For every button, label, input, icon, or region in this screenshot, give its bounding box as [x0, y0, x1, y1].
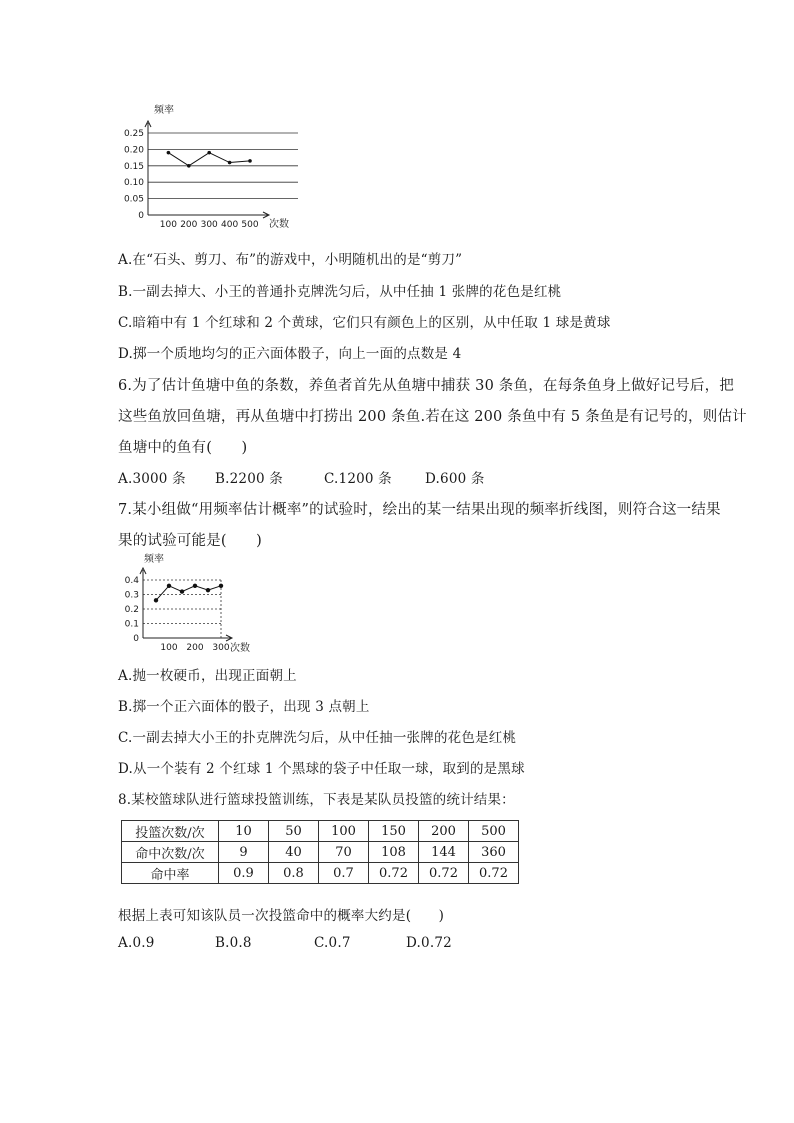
table-cell: 0.9 [219, 863, 269, 884]
q6-text-line-3: 鱼塘中的鱼有( ) [118, 440, 248, 456]
q6-option-a: A.3000 条 [118, 471, 186, 487]
table-cell: 360 [469, 842, 519, 863]
table-cell: 50 [269, 821, 319, 842]
y-tick-label: 0.10 [123, 178, 144, 189]
x-axis-label: 次数 [269, 219, 289, 230]
data-point [193, 584, 197, 588]
data-point [154, 598, 158, 602]
table-cell: 0.72 [419, 863, 469, 884]
q7-option-b: B.掷一个正六面体的骰子，出现 3 点朝上 [118, 699, 370, 715]
q8-question: 根据上表可知该队员一次投篮命中的概率大约是( ) [118, 908, 445, 924]
table-cell: 144 [419, 842, 469, 863]
q7-text-line-2: 果的试验可能是( ) [118, 533, 263, 549]
data-point [206, 588, 210, 592]
data-point [207, 151, 211, 155]
q7-text-line-1: 7.某小组做“用频率估计概率”的试验时，绘出的某一结果出现的频率折线图，则符合这一结果 [118, 502, 721, 518]
data-point [167, 151, 171, 155]
series-line [168, 153, 250, 166]
table-cell: 108 [369, 842, 419, 863]
y-tick-label: 0.4 [124, 576, 139, 586]
q5-option-c: C.暗箱中有 1 个红球和 2 个黄球，它们只有颜色上的区别，从中任取 1 球是黄球 [118, 315, 611, 331]
q6-options [118, 467, 485, 487]
q5-option-a: A.在“石头、剪刀、布”的游戏中，小明随机出的是“剪刀” [118, 252, 463, 268]
q6-option-d: D.600 条 [425, 471, 485, 487]
q6-text-line-2: 这些鱼放回鱼塘，再从鱼塘中打捞出 200 条鱼.若在这 200 条鱼中有 5 条鱼是有记号的，则估计 [118, 409, 747, 425]
frequency-line-chart-2 [118, 550, 268, 655]
x-tick-label: 100 [159, 220, 177, 230]
table-cell: 10 [219, 821, 269, 842]
table-cell: 9 [219, 842, 269, 863]
table-row [122, 842, 519, 863]
y-tick-label: 0.2 [124, 605, 139, 615]
q8-options [118, 935, 452, 951]
y-tick-label: 0 [138, 211, 144, 221]
y-tick-label: 0.20 [123, 145, 144, 156]
series-line [156, 586, 221, 601]
q7-option-d: D.从一个装有 2 个红球 1 个黑球的袋子中任取一球，取到的是黑球 [118, 761, 525, 777]
q8-text-line-1: 8.某校篮球队进行篮球投篮训练，下表是某队员投篮的统计结果： [118, 792, 515, 808]
x-axis-label: 次数 [230, 643, 250, 654]
table-cell: 40 [269, 842, 319, 863]
y-tick-label: 0.3 [124, 590, 139, 601]
q8-option-a: A.0.9 [118, 935, 155, 951]
y-axis-label: 频率 [144, 554, 164, 565]
table-cell: 200 [419, 821, 469, 842]
table-cell: 0.72 [469, 863, 519, 884]
q6-text-line-1: 6.为了估计鱼塘中鱼的条数，养鱼者首先从鱼塘中捕获 30 条鱼，在每条鱼身上做好记号后，把 [118, 378, 734, 394]
data-point [248, 159, 252, 163]
y-tick-label: 0.1 [124, 619, 139, 630]
q6-option-c: C.1200 条 [324, 471, 392, 487]
q7-option-c: C.一副去掉大小王的扑克牌洗匀后，从中任抽一张牌的花色是红桃 [118, 730, 517, 746]
q7-option-a: A.抛一枚硬币，出现正面朝上 [118, 668, 297, 684]
x-tick-label: 400 [221, 220, 239, 230]
table-cell: 100 [319, 821, 369, 842]
y-tick-label: 0.05 [123, 194, 144, 205]
table-cell: 0.8 [269, 863, 319, 884]
table-row [122, 821, 519, 842]
y-tick-label: 0.15 [123, 161, 144, 172]
q8-option-c: C.0.7 [314, 935, 351, 951]
y-tick-label: 0.25 [123, 129, 144, 139]
data-point [180, 589, 184, 593]
x-tick-label: 300 [200, 220, 218, 230]
y-axis-label: 频率 [154, 105, 174, 116]
table-cell: 70 [319, 842, 369, 863]
table-cell: 投篮次数/次 [122, 821, 219, 842]
q8-option-b: B.0.8 [215, 935, 252, 951]
q8-option-d: D.0.72 [406, 935, 452, 951]
x-tick-label: 300 [212, 643, 230, 653]
x-tick-label: 200 [180, 220, 198, 230]
table-cell: 命中率 [122, 863, 219, 884]
q5-option-b: B.一副去掉大、小王的普通扑克牌洗匀后，从中任抽 1 张牌的花色是红桃 [118, 284, 562, 300]
shooting-stats-table [121, 820, 519, 884]
table-cell: 命中次数/次 [122, 842, 219, 863]
q6-option-b: B.2200 条 [215, 471, 283, 487]
x-tick-label: 200 [186, 643, 204, 653]
frequency-line-chart-1 [118, 100, 318, 235]
table-row [122, 863, 519, 884]
y-tick-label: 0 [133, 634, 139, 644]
q5-option-d: D.掷一个质地均匀的正六面体骰子，向上一面的点数是 4 [118, 346, 462, 362]
x-tick-label: 500 [241, 220, 259, 230]
data-point [228, 161, 232, 165]
table-cell: 150 [369, 821, 419, 842]
table-cell: 0.72 [369, 863, 419, 884]
data-point [167, 584, 171, 588]
x-tick-label: 100 [160, 643, 178, 653]
table-cell: 500 [469, 821, 519, 842]
table-cell: 0.7 [319, 863, 369, 884]
data-point [187, 164, 191, 168]
data-point [219, 584, 223, 588]
